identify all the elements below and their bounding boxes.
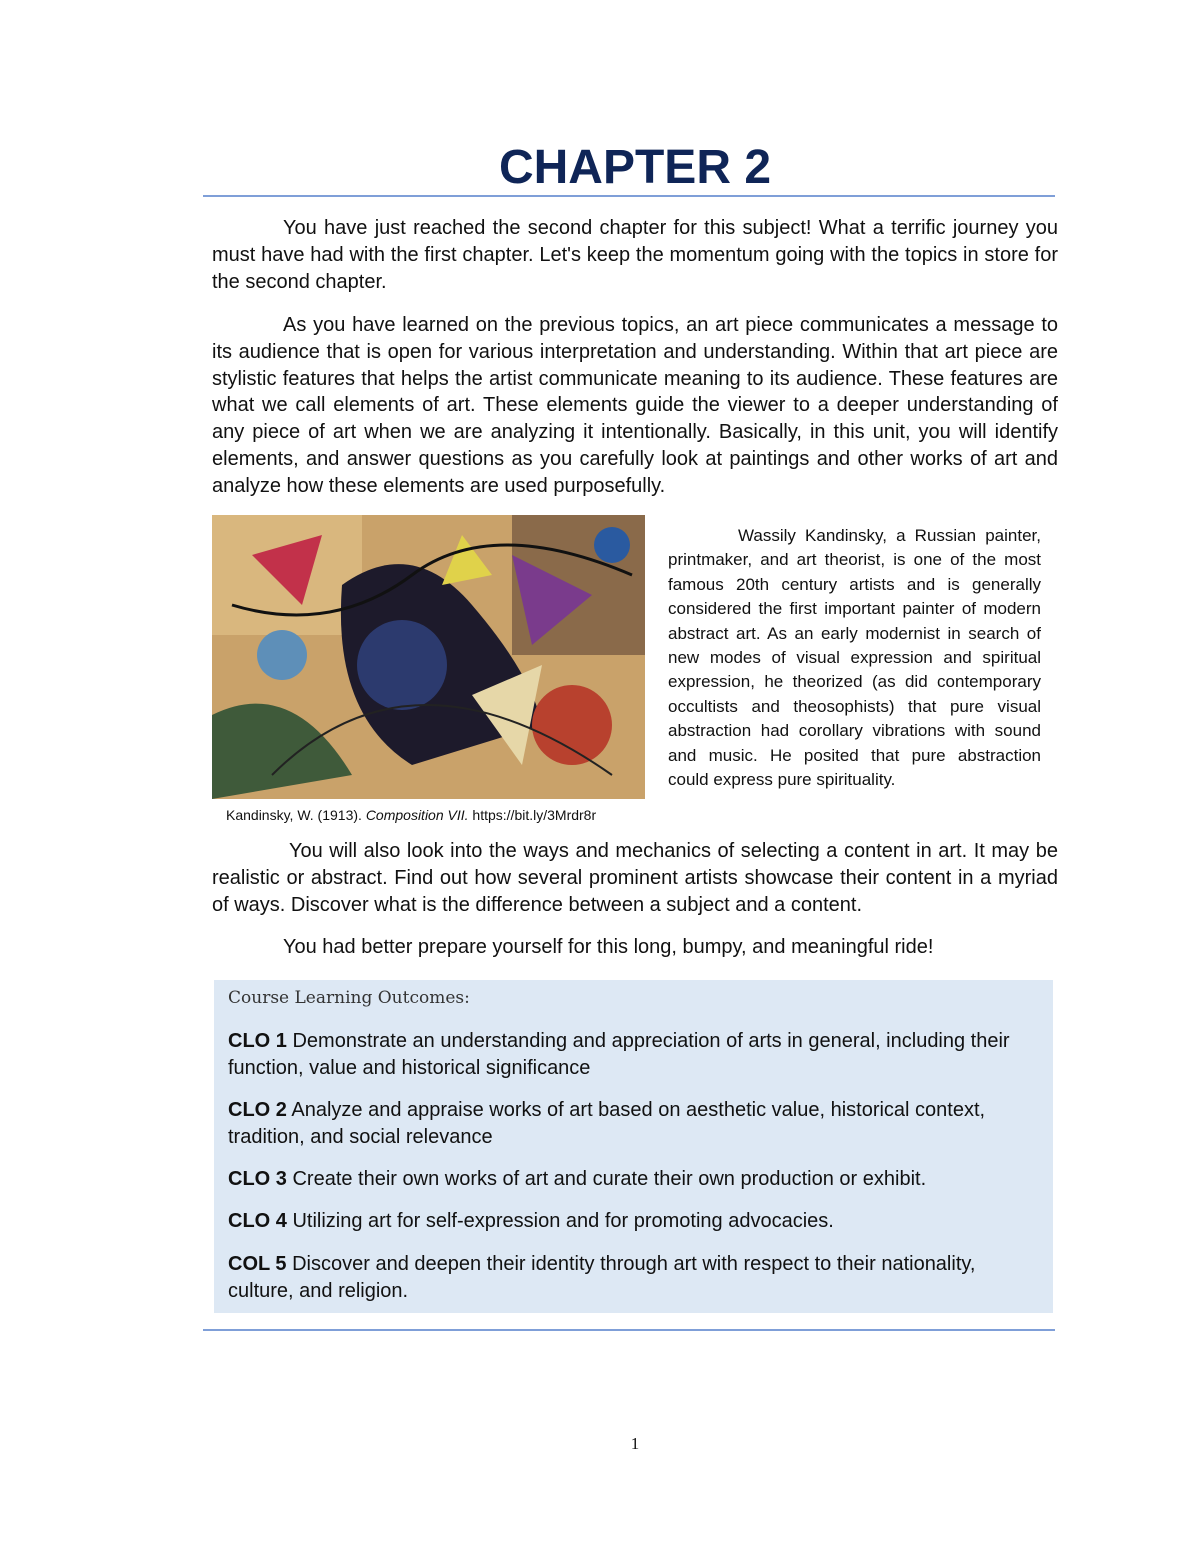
kandinsky-description: Wassily Kandinsky, a Russian painter, printmaker, and art theorist, is one of the most famous 20th century artists and is generally considered the first important painter of modern abstract art. As an early modernist in search of new modes of visual expression and spiritual expression, he theorized (as did contemporary occultists and theosophists) that pure visual abstraction had corollary vibrations with sound and music. He posited that pure abstraction could express pure spirituality.	[668, 526, 1041, 790]
content-paragraph: You will also look into the ways and mechanics of selecting a content in art. It may be realistic or abstract. Find out how several prominent artists showcase their content in a myriad of ways. Discover what is the difference between a subject and a content.	[212, 840, 1058, 916]
caption-work-title: Composition VII.	[365, 807, 469, 823]
caption-author: Kandinsky, W. (1913).	[226, 807, 362, 823]
chapter-title: CHAPTER 2	[498, 141, 772, 194]
caption-link[interactable]: https://bit.ly/3Mrdr8r	[472, 807, 597, 823]
outcome-item	[228, 1097, 1040, 1151]
outcome-text: Analyze and appraise works of art based on aesthetic value, historical context, tradition, and social relevance	[228, 1099, 986, 1148]
outcome-code: CLO 1	[228, 1030, 287, 1052]
outcome-text: Discover and deepen their identity through art with respect to their nationality, culture, and religion.	[228, 1253, 976, 1302]
outcome-text: Utilizing art for self-expression and for promoting advocacies.	[292, 1210, 834, 1232]
outcome-code: COL 5	[228, 1253, 287, 1275]
outcome-item	[228, 1028, 1040, 1082]
image-caption	[226, 807, 596, 823]
outcome-text: Create their own works of art and curate their own production or exhibit.	[292, 1168, 927, 1190]
outcomes-heading: Course Learning Outcomes:	[228, 988, 470, 1008]
outcome-code: CLO 2	[228, 1099, 287, 1121]
outcome-item	[228, 1208, 1040, 1235]
outcome-code: CLO 4	[228, 1210, 287, 1232]
intro-paragraph: You have just reached the second chapter for this subject! What a terrific journey you must have had with the first chapter. Let's keep the momentum going with the topics in store for the second chapter.	[212, 217, 1058, 293]
footer-divider	[203, 1329, 1055, 1331]
outcome-item	[228, 1251, 1040, 1305]
outcome-code: CLO 3	[228, 1168, 287, 1190]
outcome-text: Demonstrate an understanding and appreciation of arts in general, including their function, value and historical significance	[228, 1030, 1010, 1079]
kandinsky-composition-vii-image	[212, 515, 645, 799]
page-number: 1	[630, 1434, 640, 1453]
outcome-item	[228, 1166, 1040, 1193]
title-divider	[203, 195, 1055, 197]
course-learning-outcomes-box	[214, 980, 1053, 1313]
elements-paragraph: As you have learned on the previous topics, an art piece communicates a message to its audience that is open for various interpretation and understanding. Within that art piece are stylistic features that helps the artist communicate meaning to its audience. These features are what we call elements of art. These elements guide the viewer to a deeper understanding of any piece of art when we are analyzing it intentionally. Basically, in this unit, you will identify elements, and answer questions as you carefully look at paintings and other works of art and analyze how these elements are used purposefully.	[212, 314, 1058, 497]
closing-paragraph: You had better prepare yourself for this long, bumpy, and meaningful ride!	[283, 936, 934, 958]
